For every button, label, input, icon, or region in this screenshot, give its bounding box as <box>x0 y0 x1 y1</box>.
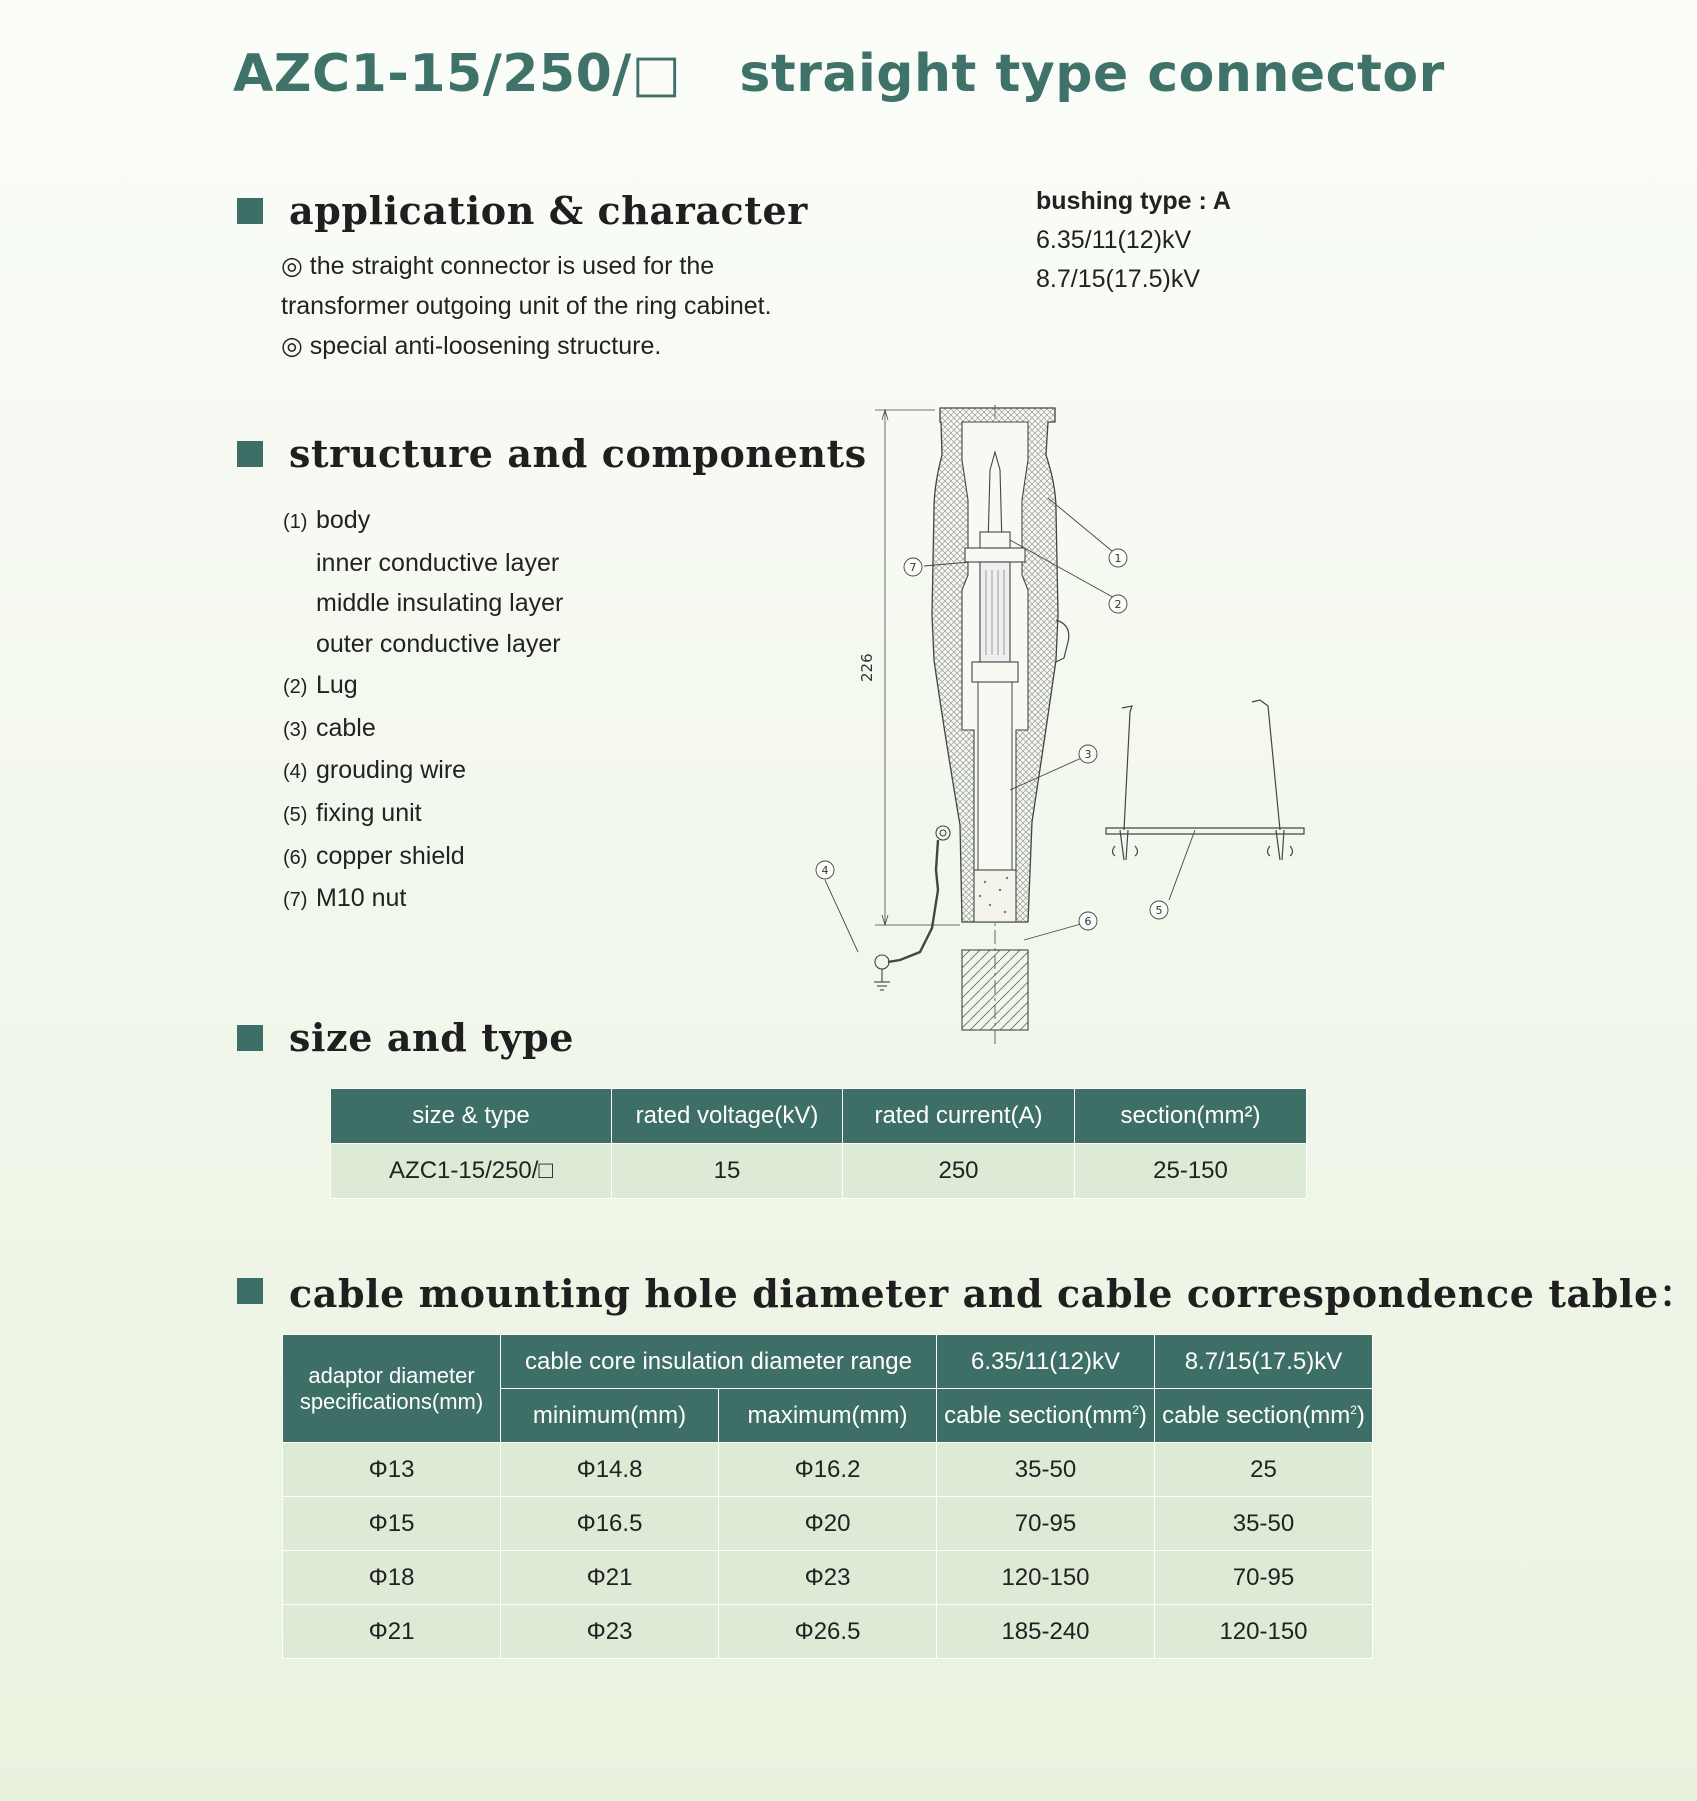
callout-4: 4 <box>821 864 829 877</box>
component-item: (2) Lug <box>283 670 358 699</box>
table-cell: Φ21 <box>283 1605 501 1659</box>
lug-barrel <box>980 562 1010 662</box>
table-cell: Φ16.2 <box>719 1443 937 1497</box>
bushing-info <box>1036 182 1231 299</box>
m10-nut <box>980 532 1010 548</box>
table-cell: 120-150 <box>1155 1605 1373 1659</box>
table-cell: Φ20 <box>719 1497 937 1551</box>
cable-section <box>962 950 1028 1030</box>
table-header: cable $section(mm^2)$ <box>937 1389 1155 1443</box>
table-header: 6.35/11(12)kV <box>937 1335 1155 1389</box>
section-heading: structure and components <box>289 431 867 476</box>
table-header: minimum(mm) <box>501 1389 719 1443</box>
table-header: size & type <box>331 1089 612 1144</box>
table-row <box>283 1443 1373 1497</box>
application-line: ◎ the straight connector is used for the <box>281 252 715 280</box>
table-header: 8.7/15(17.5)kV <box>1155 1335 1373 1389</box>
component-item: (3) cable <box>283 713 376 742</box>
table-cell: 70-95 <box>937 1497 1155 1551</box>
section-heading: application & character <box>289 188 808 233</box>
table-header: rated voltage(kV) <box>612 1089 843 1144</box>
section-heading: size and type <box>289 1015 575 1060</box>
component-item: (7) M10 nut <box>283 884 407 913</box>
bushing-type: bushing type : A <box>1036 187 1231 215</box>
component-item: (6) copper shield <box>283 841 465 870</box>
lug-sleeve <box>972 662 1018 682</box>
table-row <box>283 1551 1373 1605</box>
table-cell: 185-240 <box>937 1605 1155 1659</box>
table-header-row <box>283 1335 1373 1389</box>
component-subitem: middle insulating layer <box>316 589 564 618</box>
table-header: rated current(A) <box>843 1089 1075 1144</box>
table-cell: Φ21 <box>501 1551 719 1605</box>
washer <box>965 548 1025 562</box>
connector-technical-drawing <box>810 400 1330 1050</box>
section-bullet-icon <box>237 1025 263 1051</box>
table-header: maximum(mm) <box>719 1389 937 1443</box>
table-cell: Φ16.5 <box>501 1497 719 1551</box>
section-bullet-icon <box>237 1278 263 1304</box>
table-cell: Φ23 <box>719 1551 937 1605</box>
table-header: adaptor diameter specifications(mm) <box>283 1335 501 1443</box>
table-row <box>283 1497 1373 1551</box>
table-cell: Φ26.5 <box>719 1605 937 1659</box>
dimension-label: 226 <box>858 653 876 682</box>
table-header-row <box>331 1089 1307 1144</box>
section-structure <box>237 431 867 476</box>
application-text <box>281 246 772 366</box>
table-cell: Φ23 <box>501 1605 719 1659</box>
cable-correspondence-table <box>282 1334 1373 1659</box>
table-cell: Φ18 <box>283 1551 501 1605</box>
component-subitem: outer conductive layer <box>316 630 561 659</box>
page-title <box>233 44 1445 104</box>
bushing-rating: 8.7/15(17.5)kV <box>1036 265 1200 293</box>
table-header: cable $section(mm^2)$ <box>1155 1389 1373 1443</box>
component-subitem: inner conductive layer <box>316 548 560 577</box>
table-cell: 25-150 <box>1075 1144 1307 1199</box>
section-bullet-icon <box>237 441 263 467</box>
table-cell: Φ15 <box>283 1497 501 1551</box>
table-cell: 15 <box>612 1144 843 1199</box>
table-cell: 35-50 <box>937 1443 1155 1497</box>
table-cell: 25 <box>1155 1443 1373 1497</box>
section-application <box>237 188 808 233</box>
component-item: (1) body <box>283 506 371 534</box>
table-cell: Φ13 <box>283 1443 501 1497</box>
fixing-unit <box>1106 700 1304 860</box>
table-cell: 70-95 <box>1155 1551 1373 1605</box>
callout-2: 2 <box>1114 598 1122 611</box>
table-row <box>331 1144 1307 1199</box>
component-item: (5) fixing unit <box>283 798 422 827</box>
application-line: ◎ special anti-loosening structure. <box>281 332 662 360</box>
size-type-table <box>330 1088 1307 1199</box>
callout-1: 1 <box>1114 552 1122 565</box>
table-row <box>283 1605 1373 1659</box>
section-heading: cable mounting hole diameter and cable correspondence table： <box>289 1271 1697 1316</box>
application-line: transformer outgoing unit of the ring cabinet. <box>281 292 772 320</box>
product-name: straight type connector <box>739 44 1445 104</box>
product-model: AZC1-15/250/□ <box>233 44 682 104</box>
section-size-type <box>237 1015 574 1060</box>
table-header: cable core insulation diameter range <box>501 1335 937 1389</box>
table-cell: AZC1-15/250/□ <box>331 1144 612 1199</box>
callout-6: 6 <box>1084 915 1092 928</box>
table-cell: 250 <box>843 1144 1075 1199</box>
table-cell: Φ14.8 <box>501 1443 719 1497</box>
section-cable-table <box>237 1263 1697 1318</box>
callout-3: 3 <box>1084 748 1092 761</box>
table-header: section(mm²) <box>1075 1089 1307 1144</box>
component-list <box>283 500 563 921</box>
callout-5: 5 <box>1155 904 1163 917</box>
section-bullet-icon <box>237 198 263 224</box>
bushing-rating: 6.35/11(12)kV <box>1036 226 1192 254</box>
component-item: (4) grouding wire <box>283 756 467 785</box>
table-cell: 120-150 <box>937 1551 1155 1605</box>
callout-7: 7 <box>909 561 917 574</box>
table-cell: 35-50 <box>1155 1497 1373 1551</box>
